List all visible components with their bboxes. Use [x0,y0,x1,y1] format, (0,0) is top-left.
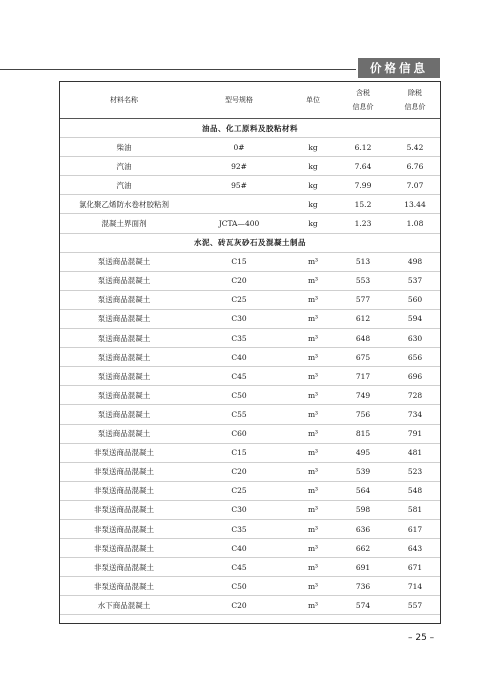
material-name-cell: 泵送商品混凝土 [59,386,189,405]
table-row [59,367,441,386]
tax-included-price-cell: 691 [337,558,389,577]
tax-excluded-price-cell: 560 [389,290,441,309]
material-name-cell: 泵送商品混凝土 [59,405,189,424]
spec-cell: C25 [189,290,289,309]
unit-cell: m³ [289,596,337,615]
tax-included-price-cell: 749 [337,386,389,405]
spec-cell: C35 [189,329,289,348]
header-tax-included-price [337,81,389,119]
tax-included-price-cell: 815 [337,424,389,443]
tax-excluded-price-cell: 557 [389,596,441,615]
section-header-row [59,233,441,252]
tax-included-price-cell: 675 [337,348,389,367]
spec-cell: C20 [189,596,289,615]
table-row [59,462,441,481]
unit-cell: m³ [289,558,337,577]
spec-cell: C60 [189,424,289,443]
unit-cell: kg [289,157,337,176]
tax-excluded-price-cell: 13.44 [389,195,441,214]
table-row [59,157,441,176]
header-spec: 型号规格 [189,81,289,119]
material-name-cell: 非泵送商品混凝土 [59,577,189,596]
material-name-cell: 泵送商品混凝土 [59,271,189,290]
spec-cell: C20 [189,271,289,290]
price-table [59,81,441,615]
section-header-row [59,119,441,138]
material-name-cell: 氯化聚乙烯防水卷材胶粘剂 [59,195,189,214]
tax-included-price-cell: 648 [337,329,389,348]
tax-included-price-cell: 539 [337,462,389,481]
table-row [59,596,441,615]
unit-cell: m³ [289,329,337,348]
section-title: 油品、化工原料及胶粘材料 [59,119,441,138]
tax-excluded-price-cell: 594 [389,309,441,328]
table-row [59,577,441,596]
material-name-cell: 非泵送商品混凝土 [59,558,189,577]
spec-cell: C50 [189,577,289,596]
material-name-cell: 汽油 [59,176,189,195]
table-row [59,252,441,271]
spec-cell: 92# [189,157,289,176]
tax-included-price-cell: 598 [337,500,389,519]
header-tax-excluded-price [389,81,441,119]
tax-included-price-cell: 636 [337,519,389,538]
material-name-cell: 汽油 [59,157,189,176]
unit-cell: m³ [289,443,337,462]
tax-excluded-price-cell: 537 [389,271,441,290]
unit-cell: kg [289,138,337,157]
table-header-row [59,81,441,119]
tax-included-price-cell: 756 [337,405,389,424]
table-body [59,119,441,615]
spec-cell: C45 [189,367,289,386]
spec-cell: C25 [189,481,289,500]
unit-cell: m³ [289,386,337,405]
tax-included-price-cell: 513 [337,252,389,271]
table-row [59,481,441,500]
table-row [59,424,441,443]
spec-cell: C50 [189,386,289,405]
tax-included-price-cell: 717 [337,367,389,386]
tax-excluded-price-cell: 5.42 [389,138,441,157]
tax-excluded-price-cell: 728 [389,386,441,405]
material-name-cell: 非泵送商品混凝土 [59,519,189,538]
tax-excluded-price-cell: 671 [389,558,441,577]
material-name-cell: 非泵送商品混凝土 [59,539,189,558]
material-name-cell: 水下商品混凝土 [59,596,189,615]
spec-cell: JCTA—400 [189,214,289,233]
tax-excluded-price-cell: 548 [389,481,441,500]
tax-included-price-cell: 7.64 [337,157,389,176]
tax-excluded-price-cell: 498 [389,252,441,271]
tax-excluded-price-cell: 696 [389,367,441,386]
table-row [59,176,441,195]
spec-cell: C40 [189,539,289,558]
tax-included-price-cell: 662 [337,539,389,558]
unit-cell: kg [289,214,337,233]
material-name-cell: 泵送商品混凝土 [59,329,189,348]
tax-excluded-price-cell: 791 [389,424,441,443]
material-name-cell: 泵送商品混凝土 [59,309,189,328]
tax-excluded-price-cell: 7.07 [389,176,441,195]
material-name-cell: 非泵送商品混凝土 [59,462,189,481]
material-name-cell: 泵送商品混凝土 [59,424,189,443]
section-title: 水泥、砖瓦灰砂石及混凝土制品 [59,233,441,252]
spec-cell [189,195,289,214]
spec-cell: 95# [189,176,289,195]
table-row [59,386,441,405]
tax-excluded-price-cell: 1.08 [389,214,441,233]
tax-included-price-cell: 495 [337,443,389,462]
table-row [59,539,441,558]
unit-cell: m³ [289,539,337,558]
material-name-cell: 泵送商品混凝土 [59,348,189,367]
spec-cell: C35 [189,519,289,538]
table-row [59,519,441,538]
tax-excluded-price-cell: 630 [389,329,441,348]
material-name-cell: 泵送商品混凝土 [59,290,189,309]
material-name-cell: 非泵送商品混凝土 [59,500,189,519]
spec-cell: C30 [189,500,289,519]
tax-excluded-price-cell: 523 [389,462,441,481]
table-row [59,290,441,309]
spec-cell: 0# [189,138,289,157]
header-rule [0,69,356,70]
tax-excluded-price-cell: 643 [389,539,441,558]
table-row [59,405,441,424]
header-unit: 单位 [289,81,337,119]
unit-cell: m³ [289,462,337,481]
tax-included-price-cell: 553 [337,271,389,290]
unit-cell: m³ [289,348,337,367]
table-row [59,500,441,519]
unit-cell: m³ [289,500,337,519]
spec-cell: C20 [189,462,289,481]
table-row [59,138,441,157]
unit-cell: kg [289,176,337,195]
table-row [59,271,441,290]
table-row [59,443,441,462]
table-row [59,195,441,214]
table-row [59,558,441,577]
tax-included-price-cell: 7.99 [337,176,389,195]
table-row [59,329,441,348]
material-name-cell: 泵送商品混凝土 [59,252,189,271]
unit-cell: m³ [289,424,337,443]
unit-cell: m³ [289,252,337,271]
table-row [59,348,441,367]
material-name-cell: 非泵送商品混凝土 [59,443,189,462]
header-tax-included-line2: 信息价 [352,102,374,111]
tax-included-price-cell: 564 [337,481,389,500]
unit-cell: m³ [289,405,337,424]
unit-cell: m³ [289,519,337,538]
material-name-cell: 混凝土界面剂 [59,214,189,233]
unit-cell: m³ [289,577,337,596]
tax-excluded-price-cell: 581 [389,500,441,519]
tax-included-price-cell: 612 [337,309,389,328]
table-row [59,214,441,233]
table-row [59,309,441,328]
header-tax-included-line1: 含税 [356,88,370,97]
page-number: – 25 – [408,633,435,643]
spec-cell: C40 [189,348,289,367]
unit-cell: m³ [289,290,337,309]
header-material-name: 材料名称 [59,81,189,119]
unit-cell: kg [289,195,337,214]
material-name-cell: 柴油 [59,138,189,157]
tax-included-price-cell: 6.12 [337,138,389,157]
tax-excluded-price-cell: 481 [389,443,441,462]
spec-cell: C45 [189,558,289,577]
tax-included-price-cell: 736 [337,577,389,596]
tax-excluded-price-cell: 714 [389,577,441,596]
unit-cell: m³ [289,309,337,328]
spec-cell: C55 [189,405,289,424]
tax-excluded-price-cell: 656 [389,348,441,367]
material-name-cell: 非泵送商品混凝土 [59,481,189,500]
tax-excluded-price-cell: 617 [389,519,441,538]
tax-excluded-price-cell: 6.76 [389,157,441,176]
tax-included-price-cell: 15.2 [337,195,389,214]
spec-cell: C15 [189,252,289,271]
section-label-badge: 价格信息 [358,58,440,78]
unit-cell: m³ [289,271,337,290]
tax-included-price-cell: 1.23 [337,214,389,233]
header-tax-excluded-line1: 除税 [408,88,422,97]
material-name-cell: 泵送商品混凝土 [59,367,189,386]
spec-cell: C15 [189,443,289,462]
unit-cell: m³ [289,481,337,500]
header-tax-excluded-line2: 信息价 [404,102,426,111]
spec-cell: C30 [189,309,289,328]
unit-cell: m³ [289,367,337,386]
tax-excluded-price-cell: 734 [389,405,441,424]
tax-included-price-cell: 574 [337,596,389,615]
tax-included-price-cell: 577 [337,290,389,309]
